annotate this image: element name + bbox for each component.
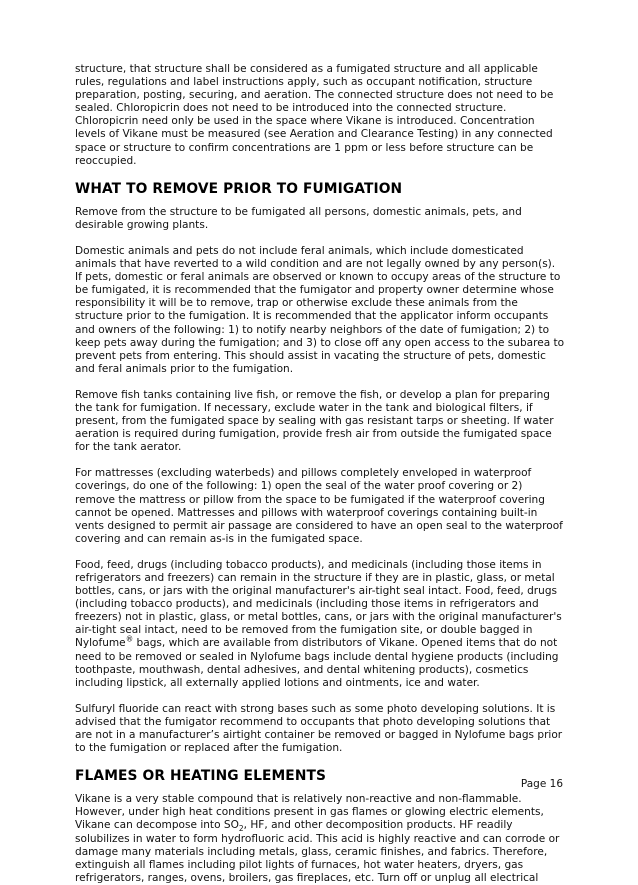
page-number: Page 16 — [520, 778, 563, 790]
flames-paragraph-1 — [75, 793, 565, 885]
remove-paragraph-5-part-b: bags, which are available from distributors of Vikane. Opened items that do not need to be removed or sealed in Nylofume bags include dental hygiene products (including toothpaste, mouthwash, dental adhesives, and dental whitening products), cosmetics including lipstick, all externally applied lotions and ointments, ice and water. — [75, 637, 559, 689]
remove-paragraph-1: Remove from the structure to be fumigated all persons, domestic animals, pets, and desirable growing plants. — [75, 205, 522, 231]
section-heading-remove: WHAT TO REMOVE PRIOR TO FUMIGATION — [75, 180, 403, 197]
remove-paragraph-2: Domestic animals and pets do not include feral animals, which include domesticated animals that have reverted to a wild condition and are not legally owned by any person(s). If pets, domestic or feral animals are observed or known to occupy areas of the structure to be fumigated, it is recommended that the fumigator and property owner determine whose responsibility it will be to remove, trap or otherwise exclude these animals from the structure prior to the fumigation. It is recommended that the applicator inform occupants and owners of the following: 1) to notify nearby neighbors of the date of fumigation; 2) to keep pets away during the fumigation; and 3) to close off any open access to the subarea to prevent pets from entering. This should assist in vacating the structure of pets, domestic and feral animals prior to the fumigation. — [75, 244, 565, 375]
document-body — [75, 63, 565, 885]
remove-paragraph-5 — [75, 559, 565, 690]
registered-mark: ® — [125, 634, 134, 644]
flames-paragraph-1-part-b: , HF, and other decomposition products. HF readily solubilizes in water to form hydrofluoric acid. This acid is highly reactive and can corrode or damage many materials including metals, glass, ceramic finishes, and fabrics. Therefore, extinguish all flames including pilot lights of furnaces, hot water heaters, dryers, gas refrigerators, ranges, ovens, broilers, gas fireplaces, etc. Turn off or unplug all electrical — [75, 819, 560, 884]
remove-paragraph-5-part-a: Food, feed, drugs (including tobacco products), and medicinals (including those items in refrigerators and freezers) can remain in the structure if they are in plastic, glass, or metal bottles, cans, or jars with the original manufacturer's air-tight seal intact. Food, feed, drugs (including tobacco products), and medicinals (including those items in refrigerators and freezers) not in plastic, glass, or metal bottles, cans, or jars with the original manufacturer's air-tight seal intact, need to be removed from the fumigation site, or double bagged in Nylofume — [75, 558, 562, 650]
section-heading-flames: FLAMES OR HEATING ELEMENTS — [75, 768, 327, 785]
remove-paragraph-3: Remove fish tanks containing live fish, or remove the fish, or develop a plan for preparing the tank for fumigation. If necessary, exclude water in the tank and biological filters, if present, from the fumigated space by sealing with gas resistant tarps or sheeting. If water aeration is required during fumigation, provide fresh air from outside the fumigated space for the tank aerator. — [75, 388, 554, 454]
intro-paragraph: structure, that structure shall be considered as a fumigated structure and all applicable rules, regulations and label instructions apply, such as occupant notification, structure preparation, posting, securing, and aeration. The connected structure does not need to be sealed. Chloropicrin does not need to be introduced into the connected structure. Chloropicrin need only be used in the space where Vikane is introduced. Concentration levels of Vikane must be measured (see Aeration and Clearance Testing) in any connected space or structure to confirm concentrations are 1 ppm or less before structure can be reoccupied. — [75, 63, 554, 167]
remove-paragraph-6: Sulfuryl fluoride can react with strong bases such as some photo developing solutions. It is advised that the fumigator recommend to occupants that photo developing solutions that are not in a manufacturer’s airtight container be removed or bagged in Nylofume bags prior to the fumigation or replaced after the fumigation. — [75, 702, 563, 755]
remove-paragraph-4: For mattresses (excluding waterbeds) and pillows completely enveloped in waterproof coverings, do one of the following: 1) open the seal of the water proof covering or 2) remove the mattress or pillow from the space to be fumigated if the waterproof covering cannot be opened. Mattresses and pillows with waterproof coverings containing built-in vents designed to permit air passage are considered to have an open seal to the waterproof covering and can remain as-is in the fumigated space. — [75, 467, 563, 545]
subscript-2: 2 — [238, 824, 244, 834]
flames-paragraph-1-part-a: Vikane is a very stable compound that is relatively non-reactive and non-flammable. However, under high heat conditions present in gas flames or glowing electric elements, Vikane can decompose into SO — [75, 793, 544, 832]
